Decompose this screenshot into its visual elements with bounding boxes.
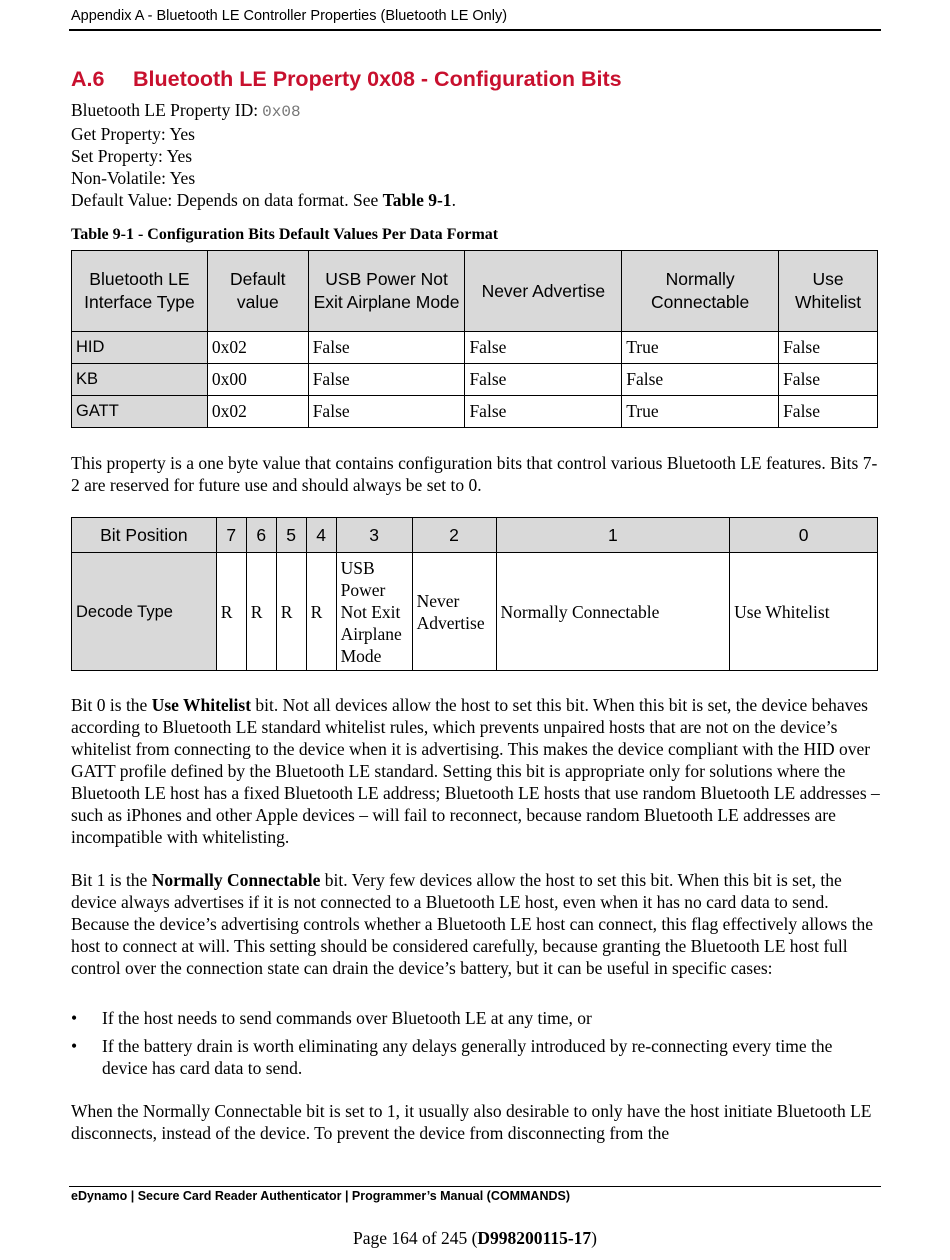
table-cell: R xyxy=(306,553,336,671)
table-cell: USB Power Not Exit Airplane Mode xyxy=(336,553,412,671)
table-reference: Table 9-1 xyxy=(382,190,452,210)
column-header: Never Advertise xyxy=(465,251,622,332)
table-caption: Table 9-1 - Configuration Bits Default Values Per Data Format xyxy=(71,226,499,243)
page-number-close: ) xyxy=(591,1228,597,1248)
table-cell: False xyxy=(308,332,465,364)
table-header-row xyxy=(72,251,878,332)
page-number-text: Page 164 of 245 ( xyxy=(352,1228,478,1248)
property-list xyxy=(71,99,456,211)
table-cell: True xyxy=(622,332,779,364)
paragraph-text: Bit 1 is the xyxy=(71,870,152,890)
property-id-value: 0x08 xyxy=(262,103,301,121)
decode-row xyxy=(72,553,878,671)
non-volatile: Non-Volatile: Yes xyxy=(71,168,196,188)
running-footer: eDynamo | Secure Card Reader Authenticator | Programmer’s Manual (COMMANDS) xyxy=(71,1189,570,1203)
page-number xyxy=(0,1228,950,1249)
list-item xyxy=(71,1007,881,1029)
column-header: Bit Position xyxy=(72,518,217,553)
column-header: 0 xyxy=(730,518,878,553)
section-title: Bluetooth LE Property 0x08 - Configuration Bits xyxy=(133,67,622,91)
bit0-paragraph xyxy=(71,694,881,848)
table-cell: False xyxy=(622,364,779,396)
column-header: 6 xyxy=(246,518,276,553)
bit-name: Use Whitelist xyxy=(151,695,252,715)
section-heading xyxy=(71,67,622,92)
column-header: Bluetooth LE Interface Type xyxy=(72,251,208,332)
header-rule xyxy=(69,29,881,31)
paragraph-text: bit. Very few devices allow the host to set this bit. When this bit is set, the device always advertises if it is not connected to a Bluetooth LE host, even when it has no card data to send. Because the device’s advertising controls whether a Bluetooth LE host can connect, this flag effectively allows the host to connect at will. This setting should be considered carefully, because granting the Bluetooth LE host full control over the connection state can drain the device’s battery, but it can be useful in specific cases: xyxy=(71,870,873,978)
table-cell: False xyxy=(465,396,622,428)
table-cell: Decode Type xyxy=(72,553,217,671)
table-cell: Normally Connectable xyxy=(496,553,730,671)
intro-paragraph: This property is a one byte value that contains configuration bits that control various Bluetooth LE features. Bits 7-2 are reserved for future use and should always be set to 0. xyxy=(71,453,878,495)
closing-paragraph: When the Normally Connectable bit is set to 1, it usually also desirable to only have the host initiate Bluetooth LE disconnects, instead of the device. To prevent the device from disconnecting from the xyxy=(71,1101,872,1143)
set-property: Set Property: Yes xyxy=(71,146,193,166)
table-cell: R xyxy=(216,553,246,671)
table-cell: HID xyxy=(72,332,208,364)
table-cell: False xyxy=(308,396,465,428)
column-header: Normally Connectable xyxy=(622,251,779,332)
get-property: Get Property: Yes xyxy=(71,124,195,144)
list-item-text: If the host needs to send commands over Bluetooth LE at any time, or xyxy=(102,1008,592,1028)
list-item-text: If the battery drain is worth eliminating any delays generally introduced by re-connecting every time the device has card data to send. xyxy=(102,1036,833,1078)
list-item xyxy=(71,1035,881,1079)
column-header: USB Power Not Exit Airplane Mode xyxy=(308,251,465,332)
column-header: 4 xyxy=(306,518,336,553)
column-header: Default value xyxy=(207,251,308,332)
bit-header-row xyxy=(72,518,878,553)
column-header: 1 xyxy=(496,518,730,553)
bit1-paragraph xyxy=(71,869,881,979)
table-cell: False xyxy=(779,364,878,396)
table-cell: 0x02 xyxy=(207,332,308,364)
column-header: 2 xyxy=(412,518,496,553)
defaults-table xyxy=(71,250,878,428)
table-row xyxy=(72,364,878,396)
section-number: A.6 xyxy=(71,67,105,91)
default-value-text: Default Value: Depends on data format. See xyxy=(71,190,383,210)
table-cell: R xyxy=(276,553,306,671)
use-case-list xyxy=(71,1007,881,1085)
table-cell: False xyxy=(779,332,878,364)
column-header: Use Whitelist xyxy=(779,251,878,332)
property-id xyxy=(71,99,456,123)
table-cell: GATT xyxy=(72,396,208,428)
column-header: 7 xyxy=(216,518,246,553)
table-cell: Use Whitelist xyxy=(730,553,878,671)
property-id-label: Bluetooth LE Property ID: xyxy=(71,100,259,120)
table-row xyxy=(72,332,878,364)
paragraph-text: Bit 0 is the xyxy=(71,695,152,715)
table-cell: False xyxy=(465,332,622,364)
table-cell: 0x02 xyxy=(207,396,308,428)
bullet-icon: • xyxy=(71,1008,78,1028)
bit-layout-table xyxy=(71,517,878,671)
column-header: 5 xyxy=(276,518,306,553)
column-header: 3 xyxy=(336,518,412,553)
table-cell: True xyxy=(622,396,779,428)
default-value-period: . xyxy=(451,190,456,210)
table-cell: R xyxy=(246,553,276,671)
bit-name: Normally Connectable xyxy=(151,870,321,890)
running-header: Appendix A - Bluetooth LE Controller Properties (Bluetooth LE Only) xyxy=(71,8,508,24)
table-cell: False xyxy=(779,396,878,428)
bullet-icon: • xyxy=(71,1036,78,1056)
paragraph-text: bit. Not all devices allow the host to set this bit. When this bit is set, the device behaves according to Bluetooth LE standard whitelist rules, which prevents unpaired hosts that are not on the device’s whitelist from connecting to the device when it is advertising. This makes the device compliant with the HID over GATT profile defined by the Bluetooth LE standard. Setting this bit is appropriate only for solutions where the Bluetooth LE host has a fixed Bluetooth LE address; Bluetooth LE hosts that use random Bluetooth LE addresses – such as iPhones and other Apple devices – will fail to reconnect, because random Bluetooth LE addresses are incompatible with whitelisting. xyxy=(71,695,880,847)
table-cell: KB xyxy=(72,364,208,396)
document-number: D998200115-17 xyxy=(477,1228,592,1248)
table-cell: False xyxy=(465,364,622,396)
table-cell: 0x00 xyxy=(207,364,308,396)
table-cell: False xyxy=(308,364,465,396)
default-value xyxy=(71,189,456,211)
table-cell: Never Advertise xyxy=(412,553,496,671)
footer-rule xyxy=(69,1186,881,1187)
table-row xyxy=(72,396,878,428)
